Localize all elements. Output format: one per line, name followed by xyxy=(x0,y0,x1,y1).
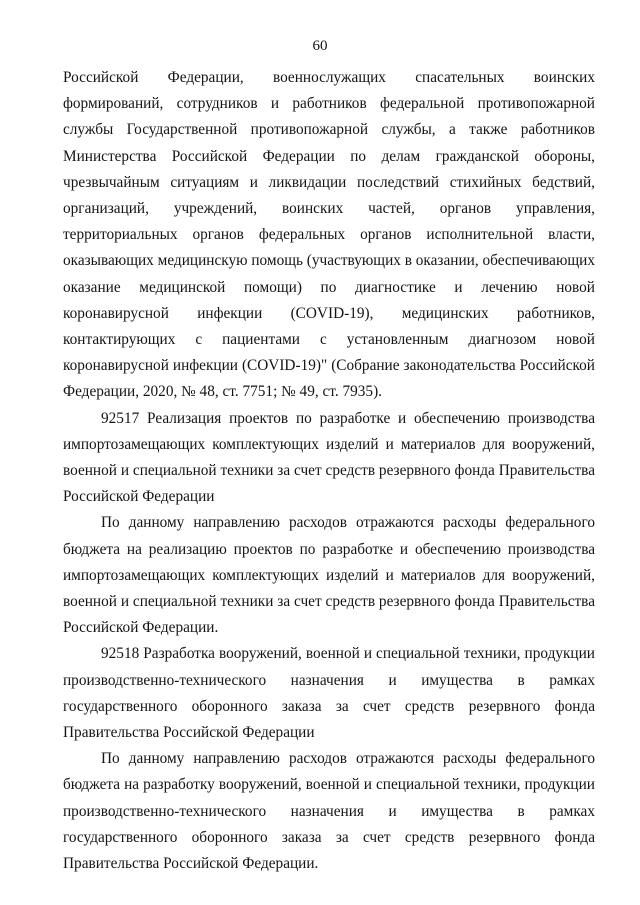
page-number: 60 xyxy=(312,38,328,54)
document-body xyxy=(63,65,595,877)
paragraph-description-92518: По данному направлению расходов отражаются расходы федерального бюджета на разработку вооружений, военной и специальной техники, продукции производственно-технического назначения и имущества в рамках государственного оборонного заказа за счет средств резервного фонда Правительства Российской Федерации. xyxy=(63,750,595,873)
paragraph-heading-92517: 92517 Реализация проектов по разработке и обеспечению производства импортозамещающих комплектующих изделий и материалов для вооружений, военной и специальной техники за счет средств резервного фонда Правительства Российской Федерации xyxy=(63,409,595,506)
paragraph-continuation: Российской Федерации, военнослужащих спасательных воинских формирований, сотрудников и работников федеральной противопожарной службы Государственной противопожарной службы, а также работников Министерства Российской Федерации по делам гражданской обороны, чрезвычайным ситуациям и ликвидации последствий стихийных бедствий, организаций, учреждений, воинских частей, органов управления, территориальных органов федеральных органов исполнительной власти, оказывающих медицинскую помощь (участвующих в оказании, обеспечивающих оказание медицинской помощи) по диагностике и лечению новой коронавирусной инфекции (COVID-19), медицинских работников, контактирующих с пациентами с установленным диагнозом новой коронавирусной инфекции (COVID-19)" (Собрание законодательства Российской Федерации, 2020, № 48, ст. 7751; № 49, ст. 7935). xyxy=(63,69,595,401)
paragraph-description-92517: По данному направлению расходов отражаются расходы федерального бюджета на реализацию проектов по разработке и обеспечению производства импортозамещающих комплектующих изделий и материалов для вооружений, военной и специальной техники за счет средств резервного фонда Правительства Российской Федерации. xyxy=(63,514,595,637)
paragraph-heading-92518: 92518 Разработка вооружений, военной и специальной техники, продукции производственно-технического назначения и имущества в рамках государственного оборонного заказа за счет средств резервного фонда Правительства Российской Федерации xyxy=(63,645,595,742)
